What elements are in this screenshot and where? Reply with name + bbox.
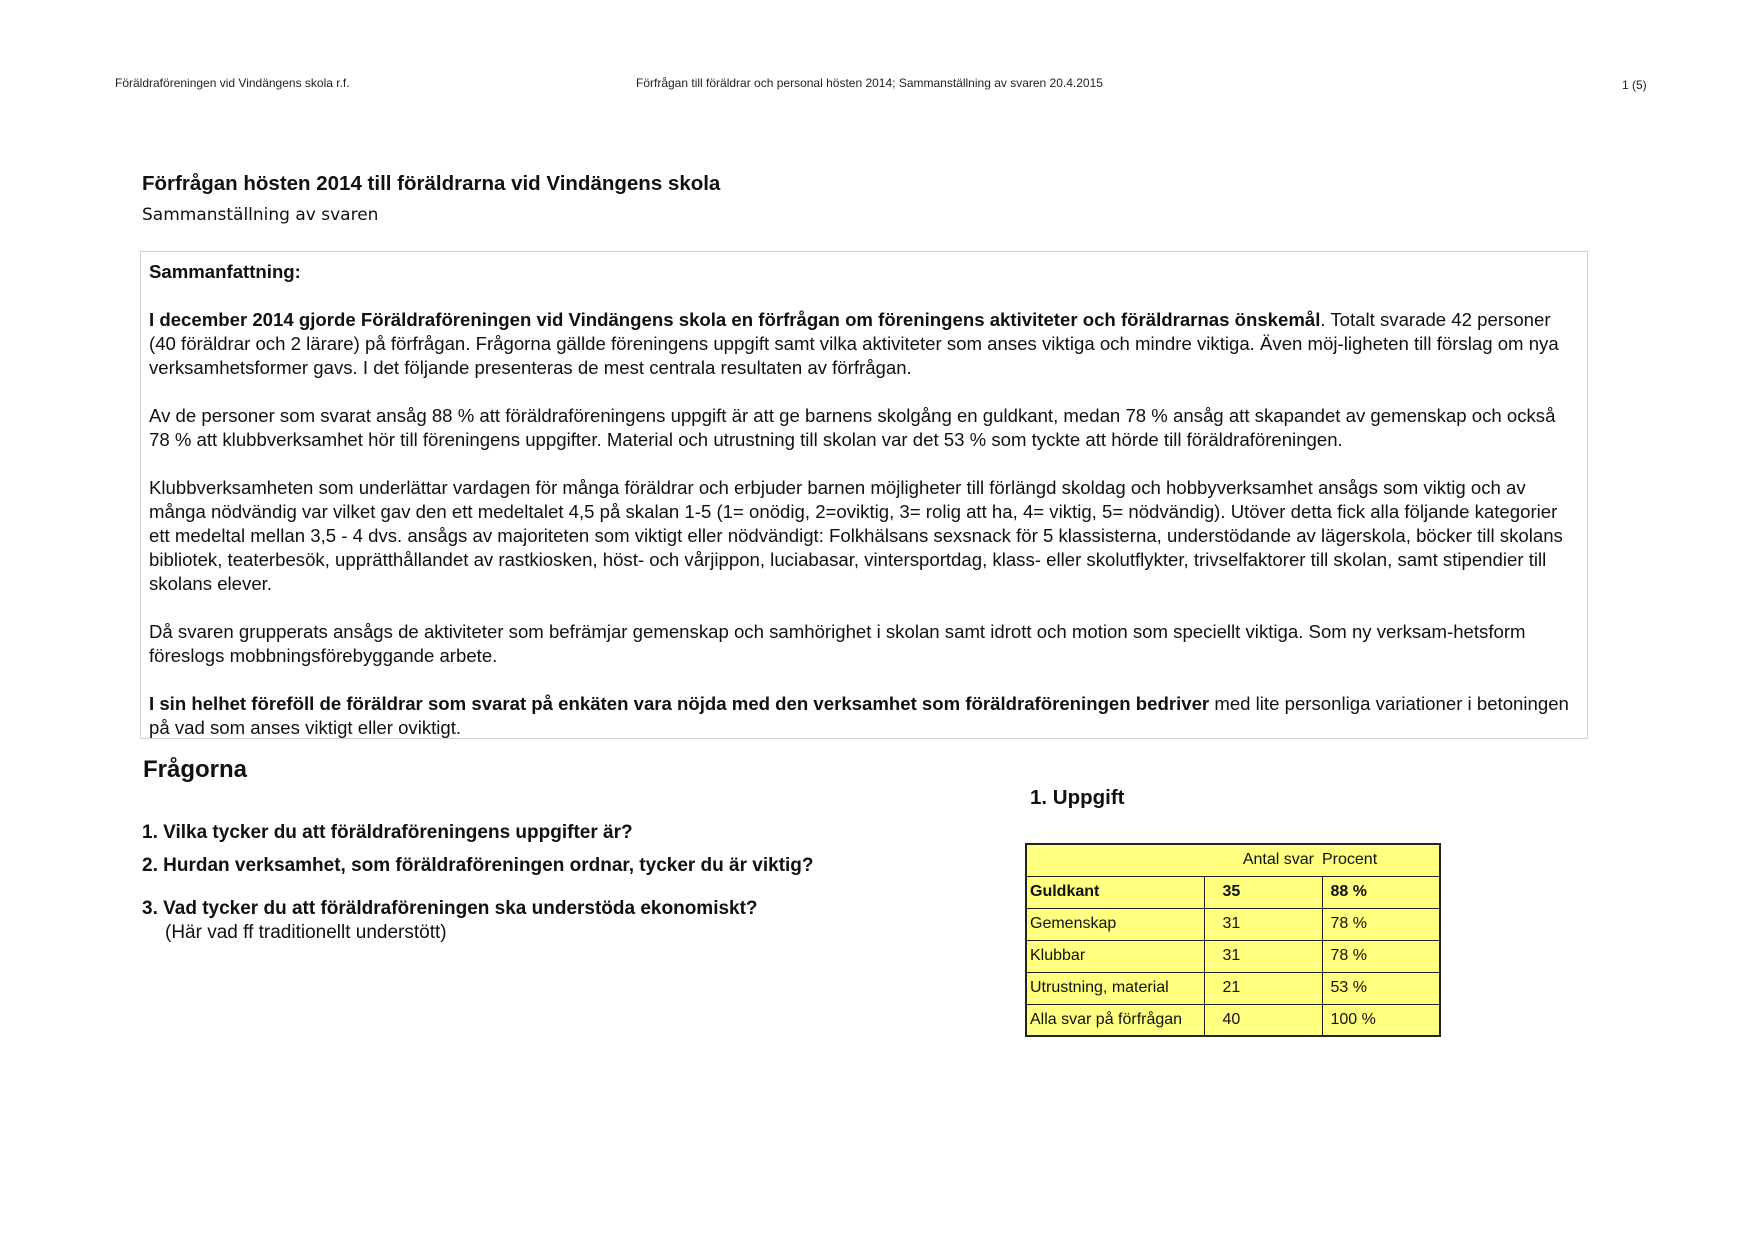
summary-paragraph-5 <box>149 692 1579 739</box>
row-count: 31 <box>1204 908 1322 940</box>
summary-p5-text: med lite personliga variationer i betoningen på vad som anses viktigt eller oviktigt. <box>149 693 1569 738</box>
header-organization: Föräldraföreningen vid Vindängens skola r.f. <box>115 76 350 90</box>
row-count: 40 <box>1204 1004 1322 1036</box>
summary-p1-bold: I december 2014 gjorde Föräldraföreningen vid Vindängens skola en förfrågan om föreningens aktiviteter och föräldrarnas önskemål <box>149 309 1321 330</box>
summary-paragraph-2: Av de personer som svarat ansåg 88 % att föräldraföreningens uppgift är att ge barnens skolgång en guldkant, medan 78 % ansåg att skapandet av gemenskap och också 78 % att klubbverksamhet hör till föreningens uppgifter. Material och utrustning till skolan var det 53 % som tyckte att hörde till föräldraföreningen. <box>149 405 1556 450</box>
row-count: 31 <box>1204 940 1322 972</box>
results-table <box>1025 843 1441 1037</box>
summary-p5-bold: I sin helhet föreföll de föräldrar som svarat på enkäten vara nöjda med den verksamhet som föräldraföreningen bedriver <box>149 693 1210 714</box>
summary-box <box>140 251 1588 739</box>
row-percent: 88 % <box>1322 876 1440 908</box>
question-1: 1. Vilka tycker du att föräldraföreningens uppgifter är? <box>142 822 633 843</box>
question-3-note: (Här vad ff traditionellt understött) <box>165 922 447 943</box>
row-label: Alla svar på förfrågan <box>1026 1004 1204 1036</box>
row-count: 21 <box>1204 972 1322 1004</box>
questions-heading: Frågorna <box>143 756 248 783</box>
row-percent: 78 % <box>1322 908 1440 940</box>
table-header-row <box>1026 844 1440 876</box>
row-label: Gemenskap <box>1026 908 1204 940</box>
table-heading: 1. Uppgift <box>1030 786 1125 809</box>
row-percent: 100 % <box>1322 1004 1440 1036</box>
document-title: Förfrågan hösten 2014 till föräldrarna vid Vindängens skola <box>142 172 721 195</box>
header-document-info: Förfrågan till föräldrar och personal hösten 2014; Sammanställning av svaren 20.4.2015 <box>636 76 1103 90</box>
header-page-number: 1 (5) <box>1622 78 1647 92</box>
question-3: 3. Vad tycker du att föräldraföreningen ska understöda ekonomiskt? <box>142 898 758 919</box>
summary-heading: Sammanfattning: <box>149 261 301 282</box>
document-subtitle: Sammanställning av svaren <box>142 205 379 225</box>
row-label: Klubbar <box>1026 940 1204 972</box>
table-row <box>1026 1004 1440 1036</box>
summary-paragraph-1 <box>149 308 1579 380</box>
table-row <box>1026 940 1440 972</box>
summary-paragraph-4: Då svaren grupperats ansågs de aktiviteter som befrämjar gemenskap och samhörighet i skolan samt idrott och motion som speciellt viktiga. Som ny verksam-hetsform föreslogs mobbningsförebyggande arbete. <box>149 621 1526 666</box>
column-header-percent: Procent <box>1322 851 1378 869</box>
row-label: Guldkant <box>1026 876 1204 908</box>
table-row <box>1026 972 1440 1004</box>
row-label: Utrustning, material <box>1026 972 1204 1004</box>
column-header-label <box>1026 844 1204 876</box>
summary-p1-text: . Totalt svarade 42 personer (40 föräldrar och 2 lärare) på förfrågan. Frågorna gällde föreningens uppgift samt vilka aktiviteter som anses viktiga och mindre viktiga. Även möj-ligheten till förslag om nya verksamhetsformer gavs. I det följande presenteras de mest centrala resultaten av förfrågan. <box>149 309 1559 378</box>
summary-paragraph-3: Klubbverksamheten som underlättar vardagen för många föräldrar och erbjuder barnen möjligheter till förlängd skoldag och hobbyverksamhet ansågs som viktig och av många nödvändig var vilket gav den ett medeltalet 4,5 på skalan 1-5 (1= onödig, 2=oviktig, 3= rolig att ha, 4= viktig, 5= nödvändig). Utöver detta fick alla följande kategorier ett medeltal mellan 3,5 - 4 dvs. ansågs av majoriteten som viktigt eller nödvändigt: Folkhälsans sexsnack för 5 klassisterna, understödande av lägerskola, böcker till skolans bibliotek, teaterbesök, upprätthållandet av rastkiosken, höst- och vårjippon, luciabasar, vintersportdag, klass- eller skolutflykter, trivselfaktorer till skolan, samt stipendier till skolans elever. <box>149 477 1563 594</box>
row-percent: 78 % <box>1322 940 1440 972</box>
question-2: 2. Hurdan verksamhet, som föräldraföreningen ordnar, tycker du är viktig? <box>142 855 814 876</box>
table-row <box>1026 908 1440 940</box>
row-count: 35 <box>1204 876 1322 908</box>
column-header-count: Antal svar <box>1242 851 1314 869</box>
row-percent: 53 % <box>1322 972 1440 1004</box>
table-row <box>1026 876 1440 908</box>
